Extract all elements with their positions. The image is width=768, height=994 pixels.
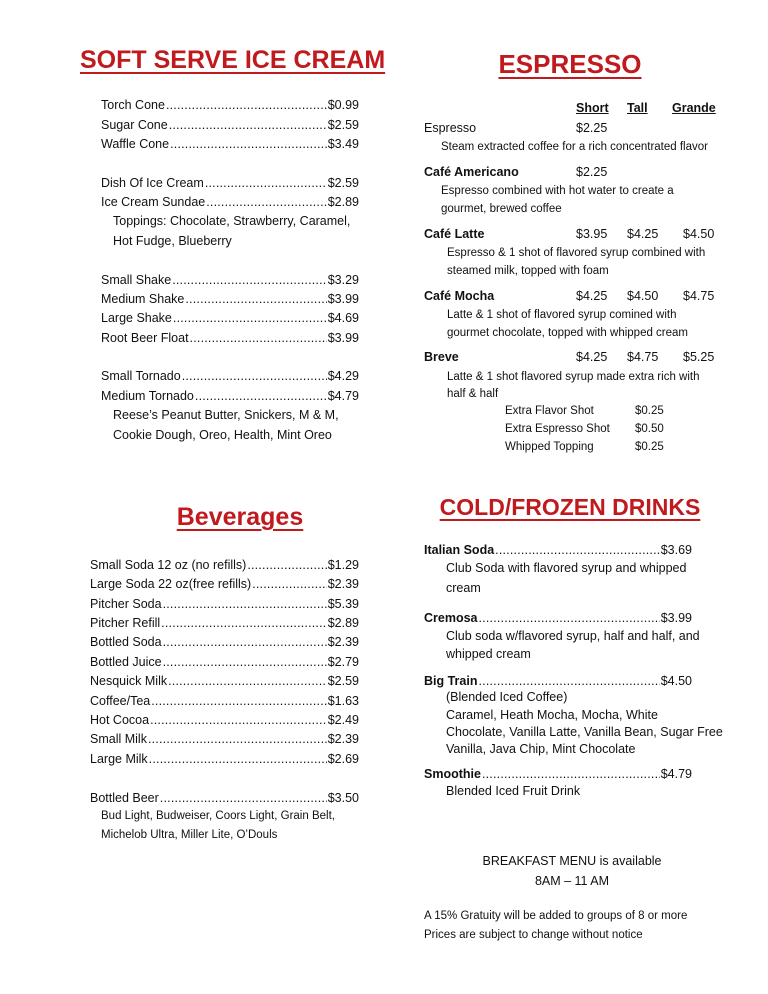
espresso-item-name: Breve	[424, 350, 459, 364]
menu-item: Large Soda 22 oz(free refills) ..... $2.39	[90, 576, 359, 592]
price-short: $2.25	[576, 121, 608, 135]
item-description: Blended Iced Fruit Drink	[446, 784, 581, 798]
item-description: Espresso & 1 shot of flavored syrup combined with	[447, 247, 706, 259]
price-short: $3.95	[576, 227, 608, 241]
column-header-grande: Grande	[672, 101, 716, 115]
extra-price: $0.50	[635, 423, 664, 435]
menu-item: Italian Soda ..... $3.69	[424, 542, 692, 558]
menu-item: Pitcher Soda ..... $5.39	[90, 596, 359, 612]
column-header-tall: Tall	[627, 101, 648, 115]
price-grande: $5.25	[683, 350, 715, 364]
item-description: half & half	[447, 388, 499, 400]
tornado-flavors-note: Cookie Dough, Oreo, Health, Mint Oreo	[113, 428, 332, 442]
menu-item: Torch Cone ..... $0.99	[101, 97, 359, 113]
menu-item: Small Milk ..... $2.39	[90, 731, 359, 747]
extra-name: Whipped Topping	[505, 441, 594, 453]
menu-item: Large Shake ..... $4.69	[101, 310, 359, 326]
menu-item: Small Shake ..... $3.29	[101, 272, 359, 288]
breakfast-notice: BREAKFAST MENU is available	[482, 854, 662, 868]
item-description: cream	[446, 581, 481, 595]
price-short: $4.25	[576, 350, 608, 364]
menu-item: Smoothie ..... $4.79	[424, 766, 692, 782]
espresso-item-name: Espresso	[424, 121, 477, 135]
item-description: whipped cream	[446, 647, 531, 661]
extra-price: $0.25	[635, 405, 664, 417]
item-description: gourmet, brewed coffee	[441, 203, 562, 215]
menu-item: Waffle Cone ..... $3.49	[101, 136, 359, 152]
price-short: $2.25	[576, 165, 608, 179]
extra-name: Extra Flavor Shot	[505, 405, 594, 417]
toppings-note: Hot Fudge, Blueberry	[113, 234, 232, 248]
espresso-item-name: Café Mocha	[424, 289, 495, 303]
menu-item: Coffee/Tea ..... $1.63	[90, 693, 359, 709]
menu-item: Bottled Beer ..... $3.50	[90, 790, 359, 806]
extra-price: $0.25	[635, 441, 664, 453]
beer-brands-note: Michelob Ultra, Miller Lite, O’Douls	[101, 829, 278, 841]
item-description: Chocolate, Vanilla Latte, Vanilla Bean, Sugar Free	[446, 725, 723, 739]
price-tall: $4.75	[627, 350, 659, 364]
menu-item: Cremosa ..... $3.99	[424, 610, 692, 626]
menu-item: Dish Of Ice Cream ..... $2.59	[101, 175, 359, 191]
menu-item: Big Train ..... $4.50	[424, 673, 692, 689]
menu-item: Bottled Soda ..... $2.39	[90, 634, 359, 650]
menu-item: Large Milk ..... $2.69	[90, 751, 359, 767]
menu-item: Bottled Juice ..... $2.79	[90, 654, 359, 670]
espresso-item-name: Café Latte	[424, 227, 485, 241]
menu-item: Medium Shake ..... $3.99	[101, 291, 359, 307]
price-short: $4.25	[576, 289, 608, 303]
menu-item: Small Tornado ..... $4.29	[101, 368, 359, 384]
item-description: Latte & 1 shot flavored syrup made extra rich with	[447, 371, 700, 383]
toppings-note: Toppings: Chocolate, Strawberry, Caramel,	[113, 214, 351, 228]
item-description: Espresso combined with hot water to create a	[441, 185, 674, 197]
menu-item: Nesquick Milk ..... $2.59	[90, 673, 359, 689]
espresso-item-name: Café Americano	[424, 165, 519, 179]
menu-item: Sugar Cone ..... $2.59	[101, 117, 359, 133]
cold-frozen-heading: COLD/FROZEN DRINKS	[439, 494, 701, 520]
column-header-short: Short	[576, 101, 609, 115]
menu-item: Ice Cream Sundae ..... $2.89	[101, 194, 359, 210]
item-description: Club soda w/flavored syrup, half and half, and	[446, 629, 700, 643]
breakfast-hours: 8AM – 11 AM	[534, 874, 610, 888]
beer-brands-note: Bud Light, Budweiser, Coors Light, Grain Belt,	[101, 810, 335, 822]
item-description: Club Soda with flavored syrup and whipped	[446, 561, 687, 575]
price-grande: $4.75	[683, 289, 715, 303]
item-description: Latte & 1 shot of flavored syrup comined with	[447, 309, 677, 321]
extra-name: Extra Espresso Shot	[505, 423, 610, 435]
gratuity-note: A 15% Gratuity will be added to groups of 8 or more	[424, 910, 688, 922]
price-tall: $4.25	[627, 227, 659, 241]
espresso-heading: ESPRESSO	[498, 49, 642, 79]
menu-item: Hot Cocoa ..... $2.49	[90, 712, 359, 728]
item-description: Steam extracted coffee for a rich concentrated flavor	[441, 141, 708, 153]
menu-item: Pitcher Refill ..... $2.89	[90, 615, 359, 631]
item-description: steamed milk, topped with foam	[447, 265, 609, 277]
item-description: gourmet chocolate, topped with whipped cream	[447, 327, 689, 339]
beverages-heading: Beverages	[176, 503, 304, 531]
price-tall: $4.50	[627, 289, 659, 303]
item-description: Vanilla, Java Chip, Mint Chocolate	[446, 742, 636, 756]
menu-item: Small Soda 12 oz (no refills) ..... $1.29	[90, 557, 359, 573]
item-description: Caramel, Heath Mocha, Mocha, White	[446, 708, 658, 722]
price-change-note: Prices are subject to change without notice	[424, 929, 643, 941]
menu-item: Root Beer Float ..... $3.99	[101, 330, 359, 346]
price-grande: $4.50	[683, 227, 715, 241]
soft-serve-heading: SOFT SERVE ICE CREAM	[80, 46, 386, 74]
menu-item: Medium Tornado ..... $4.79	[101, 388, 359, 404]
item-description: (Blended Iced Coffee)	[446, 690, 568, 704]
tornado-flavors-note: Reese’s Peanut Butter, Snickers, M & M,	[113, 408, 339, 422]
